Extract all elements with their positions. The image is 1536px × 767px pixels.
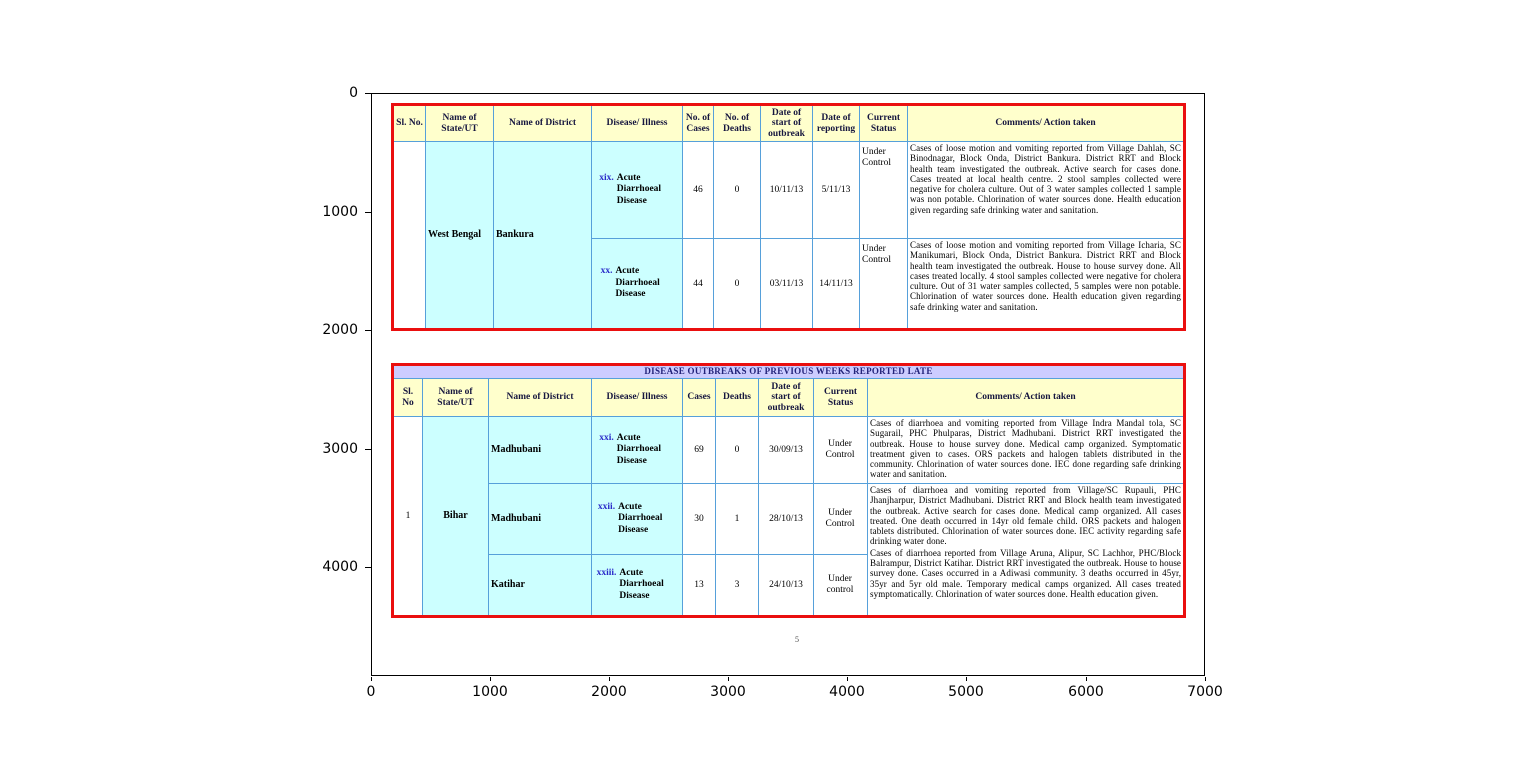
x-tick-mark [847,677,848,681]
x-tick-label: 5000 [948,684,984,700]
y-tick-mark [365,449,371,450]
x-tick-mark [728,677,729,681]
sl-no-cell [393,142,426,330]
disease-name: Acute Diarrhoeal Disease [616,172,662,206]
x-tick-mark [609,677,610,681]
x-tick-label: 0 [366,684,376,700]
row-roman-numeral: xxii. [597,501,616,512]
header-deaths: Deaths [716,379,759,417]
header-comments: Comments/ Action taken [868,379,1185,417]
status-cell: Under Control [860,142,908,239]
header-comments: Comments/ Action taken [908,105,1185,142]
deaths-cell: 0 [714,239,761,330]
comments-cell [868,484,1185,617]
disease-name: Acute Diarrhoeal Disease [615,266,660,300]
disease-cell [592,417,683,484]
header-state: Name of State/UT [423,379,489,417]
y-tick-label: 2000 [322,322,358,338]
comments-cell: Cases of loose motion and vomiting reported from Village Icharia, SC Manikumari, Block Onda, District Bankura. District RRT and Block health team investigated the outbreak. House to house survey done. All cases treated locally. 4 stool samples collected were negative for cholera culture. Out of 31 water samples collected, 5 samples were non potable. Chlorination of water sources done. Health education given regarding safe drinking water and sanitation. [908,239,1185,330]
reporting-date-cell: 5/11/13 [813,142,860,239]
start-date-cell: 28/10/13 [759,484,814,555]
header-sl-no: Sl. No. [393,105,426,142]
deaths-cell: 1 [716,484,759,555]
x-tick-mark [1205,677,1206,681]
page-number: 5 [795,635,799,644]
start-date-cell: 10/11/13 [761,142,813,239]
header-disease: Disease/ Illness [592,379,683,417]
table-row [393,417,1185,484]
x-tick-label: 4000 [829,684,865,700]
table-header-row [393,379,1185,417]
row-roman-numeral: xxiii. [596,567,617,578]
district-cell: Madhubani [489,484,592,555]
status-cell: Under Control [814,484,868,555]
disease-name: Acute Diarrhoeal Disease [618,501,663,535]
status-cell: Under Control [814,417,868,484]
comments-paragraph: Cases of diarrhoea reported from Village Aruna, Alipur, SC Lachhor, PHC/Block Balrampur, District Katihar. District RRT investigated the outbreak. House to house survey done. Cases occurred in a Adiwasi community. 3 deaths occurred in 45yr, 35yr and 5yr old male. Temporary medical camps organized. All cases treated symptomatically. Chlorination of water sources done. Health education given. [870,547,1182,599]
cases-cell: 44 [683,239,714,330]
y-tick-label: 3000 [322,441,358,457]
comments-cell: Cases of loose motion and vomiting reported from Village Dahlah, SC Binodnagar, Block Onda, District Bankura. District RRT and Block health team investigated the outbreak. Active search for cases done. Cases treated at local health centre. 2 stool samples collected were negative for cholera culture. Out of 3 water samples collected 1 sample was non potable. Chlorination of water sources done. Health education given regarding safe drinking water and sanitation. [908,142,1185,239]
x-tick-label: 6000 [1068,684,1104,700]
disease-cell [592,555,683,617]
district-cell: Madhubani [489,417,592,484]
header-status: Current Status [814,379,868,417]
start-date-cell: 03/11/13 [761,239,813,330]
disease-cell [592,142,683,239]
table-row [393,142,1185,239]
x-tick-mark [371,677,372,681]
header-cases: Cases [683,379,716,417]
deaths-cell: 0 [716,417,759,484]
status-cell: Under control [814,555,868,617]
y-tick-label: 1000 [322,204,358,220]
header-disease: Disease/ Illness [592,105,683,142]
outbreak-table-previous-weeks [391,363,1186,618]
deaths-cell: 0 [714,142,761,239]
status-cell: Under Control [860,239,908,330]
table-banner-row [393,365,1185,379]
header-state: Name of State/UT [426,105,494,142]
header-status: Current Status [860,105,908,142]
y-tick-label: 4000 [322,559,358,575]
x-tick-label: 2000 [591,684,627,700]
table-row [393,484,1185,555]
header-start-date: Date of start of outbreak [761,105,813,142]
outbreak-table-current-week [391,103,1186,331]
disease-cell [592,484,683,555]
disease-name: Acute Diarrhoeal Disease [616,432,662,466]
district-cell: Katihar [489,555,592,617]
x-tick-mark [1086,677,1087,681]
reporting-date-cell: 14/11/13 [813,239,860,330]
start-date-cell: 24/10/13 [759,555,814,617]
comments-cell: Cases of diarrhoea and vomiting reported from Village Indra Mandal tola, SC Sugarail, PHC Phulparas, District Madhubani. District RRT investigated the outbreak. House to house survey done. Medical camp organized. Symptomatic treatment given to cases. ORS packets and halogen tablets distributed in the community. Chlorination of water sources done. IEC done regarding safe drinking water and sanitation. [868,417,1185,484]
sl-no-cell: 1 [393,417,423,617]
disease-cell [592,239,683,330]
table-banner: DISEASE OUTBREAKS OF PREVIOUS WEEKS REPORTED LATE [393,365,1185,379]
x-tick-label: 1000 [472,684,508,700]
x-tick-label: 3000 [710,684,746,700]
district-cell: Bankura [494,142,592,330]
header-district: Name of District [494,105,592,142]
state-cell: Bihar [423,417,489,617]
deaths-cell: 3 [716,555,759,617]
row-roman-numeral: xx. [600,266,613,277]
x-tick-mark [490,677,491,681]
header-district: Name of District [489,379,592,417]
row-roman-numeral: xix. [599,172,614,183]
row-roman-numeral: xxi. [599,432,614,443]
cases-cell: 69 [683,417,716,484]
comments-paragraph: Cases of diarrhoea and vomiting reported from Village/SC Rupauli, PHC Jhanjharpur, District Madhubani. District RRT and Block health team investigated the outbreak. Active search for cases done. Medical camp organized. All cases treated. One death occurred in 14yr old female child. ORS packets and halogen tablets distributed. Chlorination of water sources done. IEC activity regarding safe drinking water done. [870,485,1182,547]
start-date-cell: 30/09/13 [759,417,814,484]
cases-cell: 13 [683,555,716,617]
cases-cell: 30 [683,484,716,555]
x-tick-label: 7000 [1187,684,1223,700]
table-header-row [393,105,1185,142]
header-reporting-date: Date of reporting [813,105,860,142]
x-tick-mark [966,677,967,681]
y-tick-mark [365,330,371,331]
header-cases: No. of Cases [683,105,714,142]
header-sl-no: Sl. No [393,379,423,417]
state-cell: West Bengal [426,142,494,330]
cases-cell: 46 [683,142,714,239]
disease-name: Acute Diarrhoeal Disease [619,567,664,601]
header-deaths: No. of Deaths [714,105,761,142]
y-tick-label: 0 [349,85,358,101]
y-tick-mark [365,212,371,213]
y-tick-mark [365,567,371,568]
header-start-date: Date of start of outbreak [759,379,814,417]
y-tick-mark [365,93,371,94]
